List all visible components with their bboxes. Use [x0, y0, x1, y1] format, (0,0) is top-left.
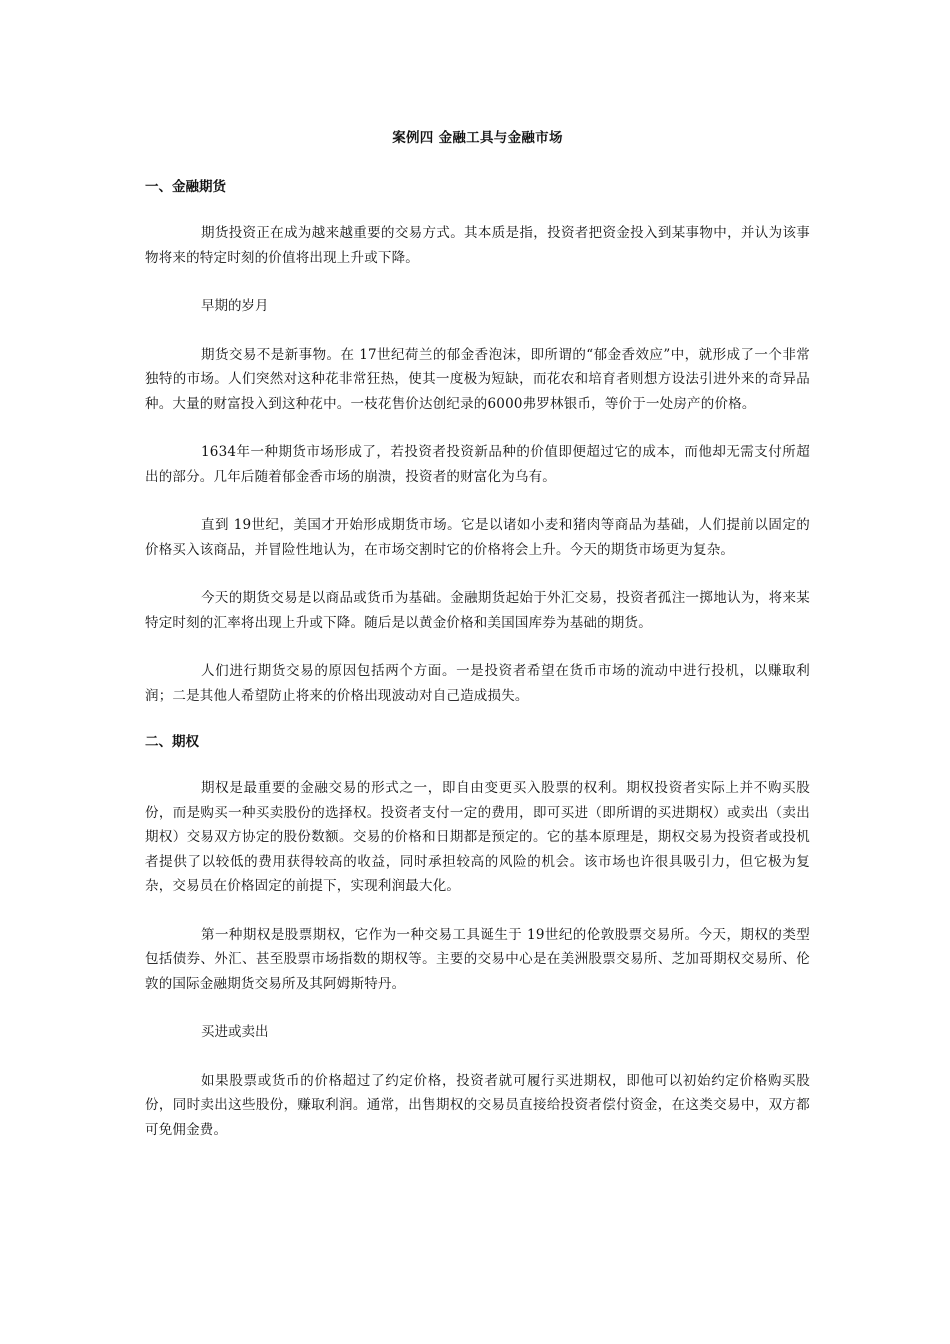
paragraph: 期权是最重要的金融交易的形式之一，即自由变更买入股票的权利。期权投资者实际上并不购买股份，而是购买一种买卖股份的选择权。投资者支付一定的费用，即可买进（即所谓的买进期权）或卖出（卖出期权）交易双方协定的股份数额。交易的价格和日期都是预定的。它的基本原理是，期权交易为投资者或投机者提供了以较低的费用获得较高的收益，同时承担较高的风险的机会。该市场也许很具吸引力，但它极为复杂，交易员在价格固定的前提下，实现利润最大化。	[145, 780, 810, 894]
paragraph: 如果股票或货币的价格超过了约定价格，投资者就可履行买进期权，即他可以初始约定价格购买股份，同时卖出这些股份，赚取利润。通常，出售期权的交易员直接给投资者偿付资金，在这类交易中，双方都可免佣金费。	[145, 1072, 810, 1138]
subheading-buy-or-sell: 买进或卖出	[201, 1024, 269, 1040]
paragraph: 期货交易不是新事物。在 17世纪荷兰的郁金香泡沫，即所谓的“郁金香效应”中，就形成了一个非常独特的市场。人们突然对这种花非常狂热，使其一度极为短缺，而花农和培育者则想方设法引进外来的奇异品种。大量的财富投入到这种花中。一枝花售价达创纪录的6000弗罗林银币，等价于一处房产的价格。	[145, 346, 810, 412]
section-heading-options: 二、期权	[145, 734, 199, 750]
document-page	[145, 128, 810, 1166]
paragraph: 1634年一种期货市场形成了，若投资者投资新品种的价值即便超过它的成本，而他却无需支付所超出的部分。几年后随着郁金香市场的崩溃，投资者的财富化为乌有。	[145, 444, 810, 485]
paragraph: 直到 19世纪，美国才开始形成期货市场。它是以诸如小麦和猪肉等商品为基础，人们提前以固定的价格买入该商品，并冒险性地认为，在市场交割时它的价格将会上升。今天的期货市场更为复杂。	[145, 517, 810, 558]
document-title: 案例四 金融工具与金融市场	[392, 130, 563, 146]
subheading-early-years: 早期的岁月	[201, 298, 269, 314]
paragraph: 今天的期货交易是以商品或货币为基础。金融期货起始于外汇交易，投资者孤注一掷地认为，将来某特定时刻的汇率将出现上升或下降。随后是以黄金价格和美国国库券为基础的期货。	[145, 590, 810, 631]
paragraph: 人们进行期货交易的原因包括两个方面。一是投资者希望在货币市场的流动中进行投机，以赚取利润；二是其他人希望防止将来的价格出现波动对自己造成损失。	[145, 663, 810, 704]
paragraph: 期货投资正在成为越来越重要的交易方式。其本质是指，投资者把资金投入到某事物中，并认为该事物将来的特定时刻的价值将出现上升或下降。	[145, 225, 810, 266]
section-heading-financial-futures: 一、金融期货	[145, 179, 226, 195]
paragraph: 第一种期权是股票期权，它作为一种交易工具诞生于 19世纪的伦敦股票交易所。今天，期权的类型包括债券、外汇、甚至股票市场指数的期权等。主要的交易中心是在美洲股票交易所、芝加哥期权交易所、伦敦的国际金融期货交易所及其阿姆斯特丹。	[145, 926, 810, 992]
